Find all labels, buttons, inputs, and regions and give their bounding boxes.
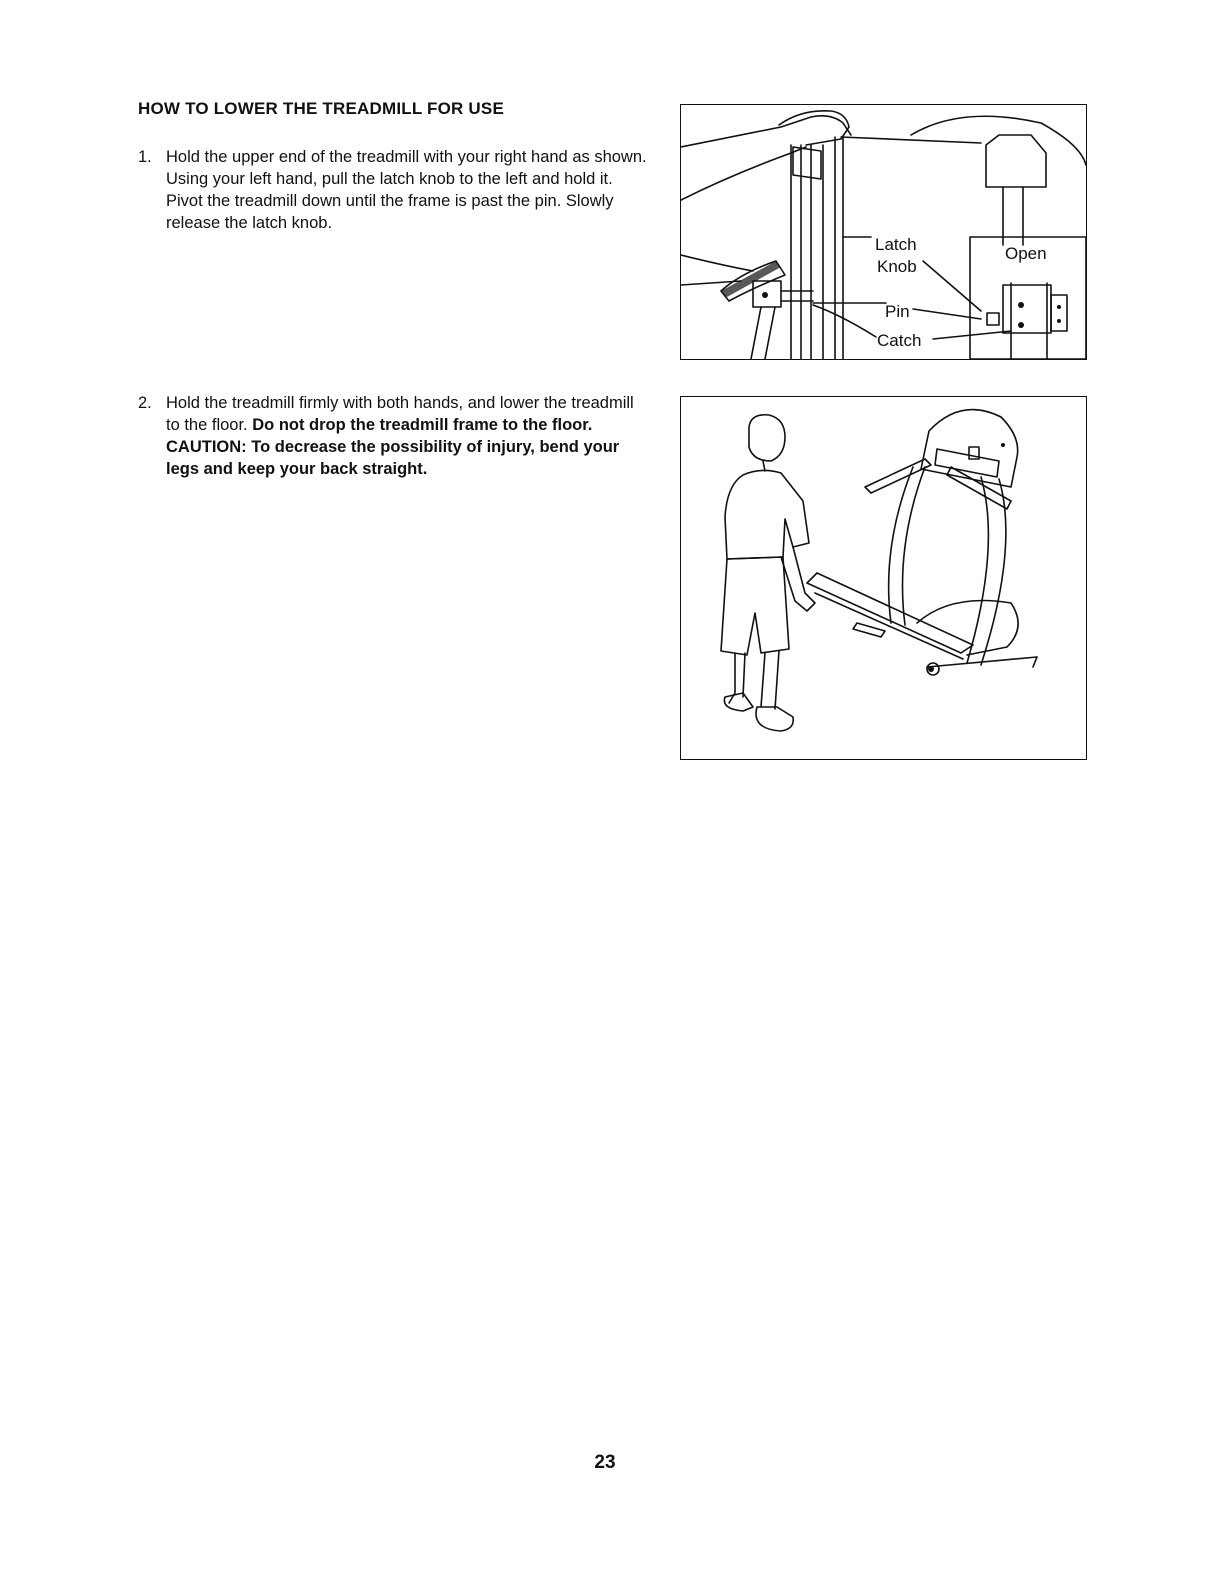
step-text — [166, 146, 648, 234]
catch-label: Catch — [877, 331, 922, 350]
latch-detail-illustration — [681, 105, 1086, 359]
person-lowering-treadmill-illustration — [681, 397, 1086, 759]
step-body: Hold the treadmill firmly with both hands, and lower the treadmill to the floor. — [166, 394, 634, 434]
step-number: 2. — [138, 394, 152, 412]
section-heading: HOW TO LOWER THE TREADMILL FOR USE — [138, 99, 504, 118]
step-text — [166, 392, 648, 480]
lowering-treadmill-figure — [680, 396, 1087, 760]
knob-label: Knob — [877, 257, 917, 276]
instruction-step-1 — [138, 146, 648, 234]
pin-label: Pin — [885, 302, 910, 321]
step-body: Hold the upper end of the treadmill with your right hand as shown. Using your left hand, pull the latch knob to the left and hold it. Pivot the treadmill down until the frame is past the pin. Slowly release the latch knob. — [166, 148, 647, 232]
instruction-step-2 — [138, 392, 648, 480]
page-number: 23 — [594, 1452, 616, 1473]
open-label: Open — [1005, 244, 1047, 263]
latch-detail-figure — [680, 104, 1087, 360]
step-warning: Do not drop the treadmill frame to the floor. CAUTION: To decrease the possibility of injury, bend your legs and keep your back straight. — [166, 416, 620, 478]
latch-label: Latch — [875, 235, 917, 254]
step-number: 1. — [138, 148, 152, 166]
